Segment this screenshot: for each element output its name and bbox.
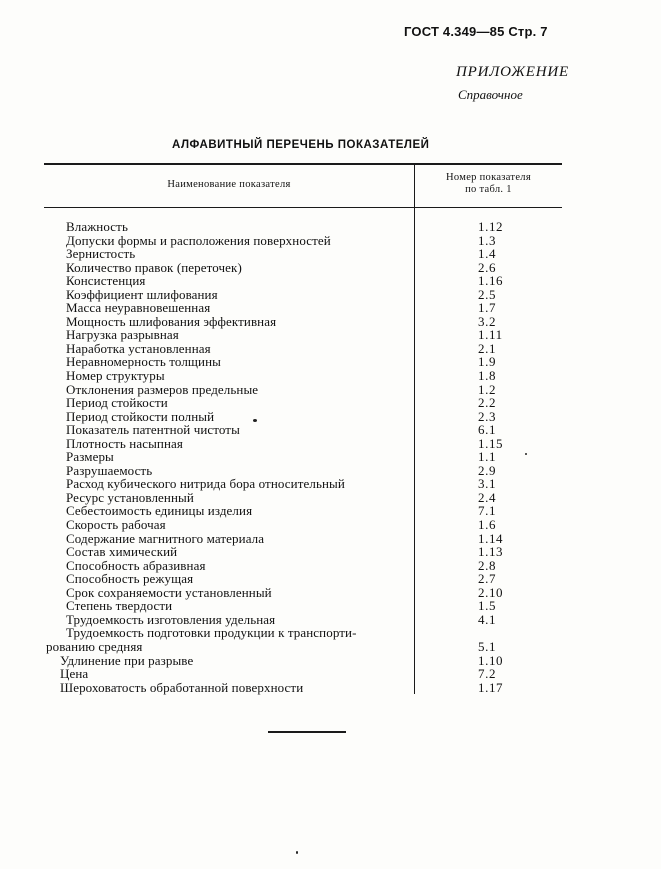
indicator-name: Себестоимость единицы изделия xyxy=(66,503,253,519)
table-row xyxy=(0,599,661,613)
table-row xyxy=(0,491,661,505)
table-row xyxy=(0,681,661,695)
indicator-number: 1.12 xyxy=(478,219,504,234)
table-row xyxy=(0,355,661,369)
indicator-name-line1: Трудоемкость подготовки продукции к транспорти- xyxy=(66,625,357,641)
indicator-number: 2.10 xyxy=(478,584,504,600)
table-row xyxy=(0,654,661,668)
indicator-name: Неравномерность толщины xyxy=(66,354,221,370)
scan-speck xyxy=(253,419,257,422)
table-row xyxy=(0,383,661,397)
table-top-rule xyxy=(44,163,562,165)
standard-reference: ГОСТ 4.349—85 Стр. 7 xyxy=(404,24,548,39)
table-row xyxy=(0,504,661,518)
indicator-name: Влажность xyxy=(66,219,128,234)
indicator-number: 2.9 xyxy=(478,462,497,478)
indicator-name: Масса неуравновешенная xyxy=(66,300,211,316)
indicator-name: Допуски формы и расположения поверхностей xyxy=(66,232,331,248)
indicator-number: 1.13 xyxy=(478,544,504,560)
table-row xyxy=(0,396,661,410)
table-row xyxy=(0,532,661,546)
appendix-title: ПРИЛОЖЕНИЕ xyxy=(456,64,569,80)
table-row xyxy=(0,559,661,573)
table-row xyxy=(0,586,661,600)
indicator-number: 1.2 xyxy=(478,381,497,397)
table-row xyxy=(0,342,661,356)
indicator-name: Период стойкости полный xyxy=(66,408,215,424)
table-row xyxy=(0,315,661,329)
scan-speck xyxy=(525,453,527,455)
indicator-name: Показатель патентной чистоты xyxy=(66,422,240,438)
column-header-number-line1: Номер показателя xyxy=(446,172,531,183)
indicator-name: Способность абразивная xyxy=(66,557,206,573)
indicator-number: 2.4 xyxy=(478,489,497,505)
table-header-rule xyxy=(44,207,562,208)
indicator-name: Размеры xyxy=(66,449,114,465)
indicator-name: Количество правок (переточек) xyxy=(66,259,242,275)
table-row-wrapped-second-line xyxy=(0,640,661,654)
indicator-number: 7.1 xyxy=(478,503,497,519)
table-row xyxy=(0,261,661,275)
indicator-name: Мощность шлифования эффективная xyxy=(66,313,277,329)
indicator-number: 2.6 xyxy=(478,259,497,275)
indicator-number: 1.8 xyxy=(478,368,497,384)
indicator-number: 1.6 xyxy=(478,517,497,533)
indicator-number: 1.4 xyxy=(478,246,497,262)
table-row xyxy=(0,220,661,234)
indicator-number: 5.1 xyxy=(478,638,497,654)
table-row xyxy=(0,247,661,261)
table-row xyxy=(0,369,661,383)
indicator-number: 3.2 xyxy=(478,313,497,329)
indicator-name: Коэффициент шлифования xyxy=(66,286,218,302)
table-row xyxy=(0,477,661,491)
table-row xyxy=(0,410,661,424)
indicator-number: 1.5 xyxy=(478,598,497,614)
appendix-subtitle: Справочное xyxy=(458,87,523,102)
indicator-name: Плотность насыпная xyxy=(66,435,183,451)
indicator-number: 1.15 xyxy=(478,435,504,451)
indicator-name: Состав химический xyxy=(66,544,178,560)
indicator-number: 2.5 xyxy=(478,286,497,302)
indicator-number: 1.14 xyxy=(478,530,504,546)
table-row xyxy=(0,423,661,437)
indicator-number: 1.7 xyxy=(478,300,497,316)
table-row-wrapped-first-line xyxy=(0,626,661,640)
indicator-name: Разрушаемость xyxy=(66,462,153,478)
table-row xyxy=(0,464,661,478)
table-row xyxy=(0,288,661,302)
indicator-number: 2.3 xyxy=(478,408,497,424)
indicator-name: Ресурс установленный xyxy=(66,489,194,505)
indicator-name: Отклонения размеров предельные xyxy=(66,381,259,397)
indicator-name: Наработка установленная xyxy=(66,340,211,356)
table-row xyxy=(0,572,661,586)
indicator-number: 2.1 xyxy=(478,340,497,356)
indicator-number: 1.16 xyxy=(478,273,504,289)
column-header-number xyxy=(415,172,562,196)
table-row xyxy=(0,545,661,559)
table-row xyxy=(0,518,661,532)
table-row xyxy=(0,613,661,627)
column-header-name: Наименование показателя xyxy=(167,179,291,190)
indicator-number: 2.8 xyxy=(478,557,497,573)
indicator-name: Шероховатость обработанной поверхности xyxy=(60,679,304,695)
indicator-name: Скорость рабочая xyxy=(66,517,166,533)
indicator-name: Зернистость xyxy=(66,246,136,262)
indicator-name: Нагрузка разрывная xyxy=(66,327,179,343)
table-row xyxy=(0,450,661,464)
indicator-name: Содержание магнитного материала xyxy=(66,530,265,546)
indicator-name: Удлинение при разрыве xyxy=(60,652,194,668)
table-body xyxy=(0,220,661,694)
indicator-name-line2: рованию средняя xyxy=(46,638,143,654)
indicator-number: 4.1 xyxy=(478,611,497,627)
indicator-number: 2.7 xyxy=(478,571,497,587)
indicator-number: 1.3 xyxy=(478,232,497,248)
indicator-number: 1.10 xyxy=(478,652,504,668)
indicator-name: Степень твердости xyxy=(66,598,173,614)
indicator-number: 1.17 xyxy=(478,679,504,695)
indicator-number: 7.2 xyxy=(478,666,497,682)
indicator-number: 6.1 xyxy=(478,422,497,438)
indicator-number: 1.9 xyxy=(478,354,497,370)
column-header-number-line2: по табл. 1 xyxy=(465,184,512,195)
indicator-name: Период стойкости xyxy=(66,395,168,411)
end-rule xyxy=(268,731,346,733)
indicator-number: 3.1 xyxy=(478,476,497,492)
indicator-number: 1.1 xyxy=(478,449,497,465)
indicator-name: Трудоемкость изготовления удельная xyxy=(66,611,276,627)
indicator-name: Номер структуры xyxy=(66,368,165,384)
table-row xyxy=(0,301,661,315)
table-row xyxy=(0,437,661,451)
indicator-name: Способность режущая xyxy=(66,571,194,587)
table-row xyxy=(0,274,661,288)
indicator-name: Срок сохраняемости установленный xyxy=(66,584,272,600)
list-title: АЛФАВИТНЫЙ ПЕРЕЧЕНЬ ПОКАЗАТЕЛЕЙ xyxy=(172,139,430,151)
indicator-name: Цена xyxy=(60,666,89,682)
table-row xyxy=(0,328,661,342)
indicator-name: Консистенция xyxy=(66,273,146,289)
table-row xyxy=(0,667,661,681)
table-row xyxy=(0,234,661,248)
scan-speck xyxy=(296,851,298,854)
indicator-number: 1.11 xyxy=(478,327,503,343)
indicator-number: 2.2 xyxy=(478,395,497,411)
indicator-name: Расход кубического нитрида бора относительный xyxy=(66,476,345,492)
